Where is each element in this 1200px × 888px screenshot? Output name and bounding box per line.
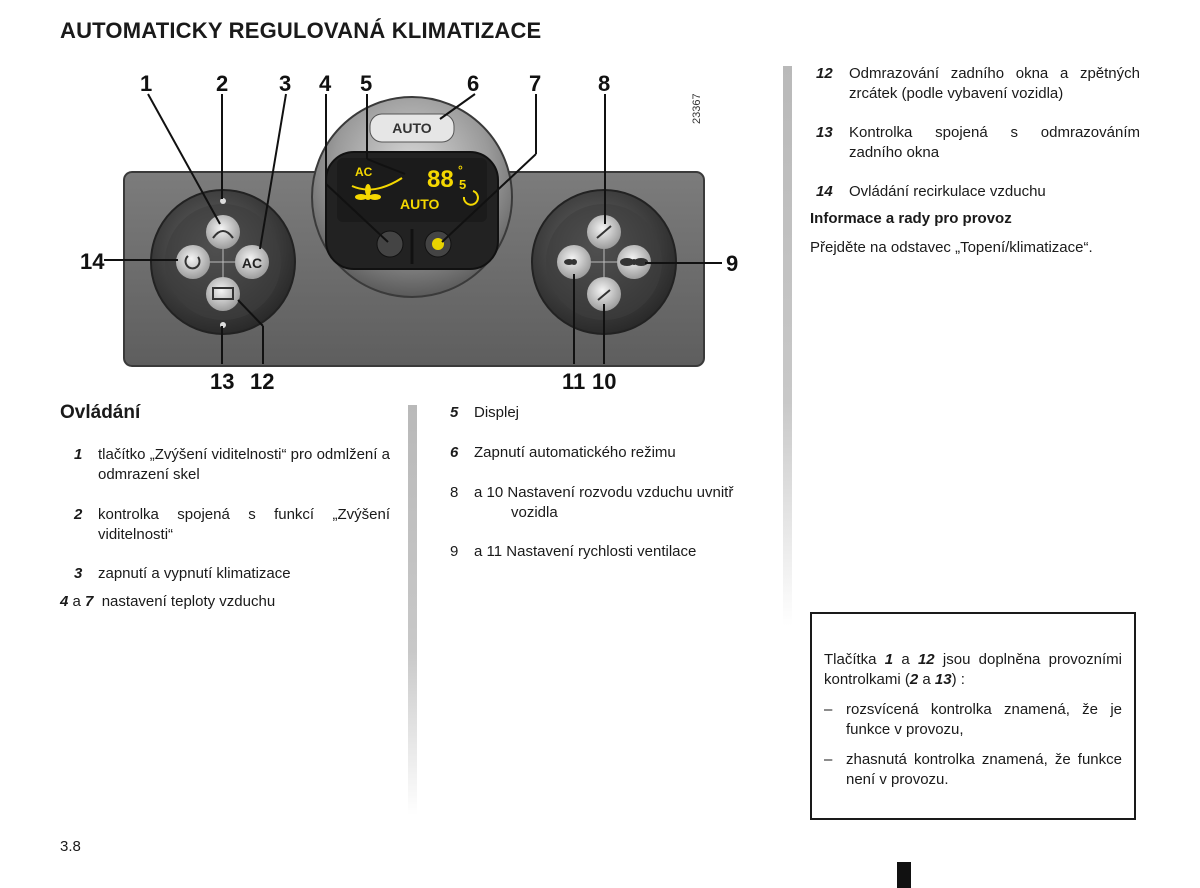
list-item: 5 Displej — [450, 404, 520, 421]
list-item: 6 Zapnutí automatického režimu — [450, 444, 676, 461]
callout-5: 5 — [360, 71, 373, 96]
list-item: 12 Odmrazování zadního okna a zpětných zrcátek (podle vybavení vozidla) — [816, 65, 1140, 102]
column-separator-2 — [783, 66, 792, 626]
figure-id: 23367 — [691, 93, 703, 124]
callout-4: 4 — [319, 71, 332, 96]
list-item: 8 a 10 Nastavení rozvodu vzduchu uvnitř vozidla — [450, 484, 734, 521]
lcd-degree: ° — [458, 163, 463, 177]
center-display-unit — [312, 97, 512, 297]
info-text: Přejděte na odstavec „Topení/klimatizace“. — [810, 239, 1093, 256]
note-intro: Tlačítka 1 a 12 jsou doplněna provozními kontrolkami (2 a 13) : — [824, 651, 1122, 688]
auto-button-label: AUTO — [392, 120, 432, 136]
left-control-knob — [151, 190, 295, 334]
callout-1: 1 — [140, 71, 153, 96]
callout-13: 13 — [210, 369, 235, 394]
lcd-temp-decimal: 5 — [459, 177, 467, 192]
callout-12: 12 — [250, 369, 275, 394]
controls-heading: Ovládání — [60, 402, 141, 423]
callout-7: 7 — [529, 71, 542, 96]
callout-10: 10 — [592, 369, 617, 394]
note-bullet: – rozsvícená kontrolka znamená, že je funkce v provozu, — [824, 701, 1122, 738]
lcd-auto-label: AUTO — [400, 196, 440, 212]
page-title: AUTOMATICKY REGULOVANÁ KLIMATIZACE — [60, 18, 542, 43]
callout-9: 9 — [726, 251, 739, 276]
callout-6: 6 — [467, 71, 480, 96]
list-item: 2 kontrolka spojená s funkcí „Zvýšení viditelnosti“ — [74, 506, 390, 543]
list-item: 14 Ovládání recirkulace vzduchu — [816, 183, 1046, 200]
page-number: 3.8 — [60, 838, 81, 855]
list-item: 3 zapnutí a vypnutí klimatizace — [74, 565, 291, 582]
callout-3: 3 — [279, 71, 292, 96]
column-separator-1 — [408, 405, 417, 815]
recirculation-button — [176, 245, 210, 279]
lcd-temperature: 88 — [427, 166, 454, 193]
note-box — [810, 612, 1136, 820]
temp-up-indicator — [432, 238, 444, 250]
ac-button-label: AC — [241, 255, 263, 271]
lcd-ac-label: AC — [355, 165, 373, 179]
callout-11: 11 — [562, 369, 586, 394]
callout-14: 14 — [80, 249, 105, 274]
callout-2: 2 — [216, 71, 229, 96]
page-edge-marker — [897, 862, 911, 888]
note-bullet: – zhasnutá kontrolka znamená, že funkce není v provozu. — [824, 751, 1122, 788]
climate-control-diagram — [60, 64, 750, 404]
callout-8: 8 — [598, 71, 611, 96]
list-item: 4 a 7 nastavení teploty vzduchu — [60, 593, 276, 610]
rear-defrost-button — [206, 277, 240, 311]
list-item: 13 Kontrolka spojená s odmrazováním zadního okna — [816, 124, 1140, 161]
list-item: 1 tlačítko „Zvýšení viditelnosti“ pro odmlžení a odmrazení skel — [74, 446, 390, 483]
list-item: 9 a 11 Nastavení rychlosti ventilace — [450, 543, 697, 560]
info-heading: Informace a rady pro provoz — [810, 210, 1012, 227]
